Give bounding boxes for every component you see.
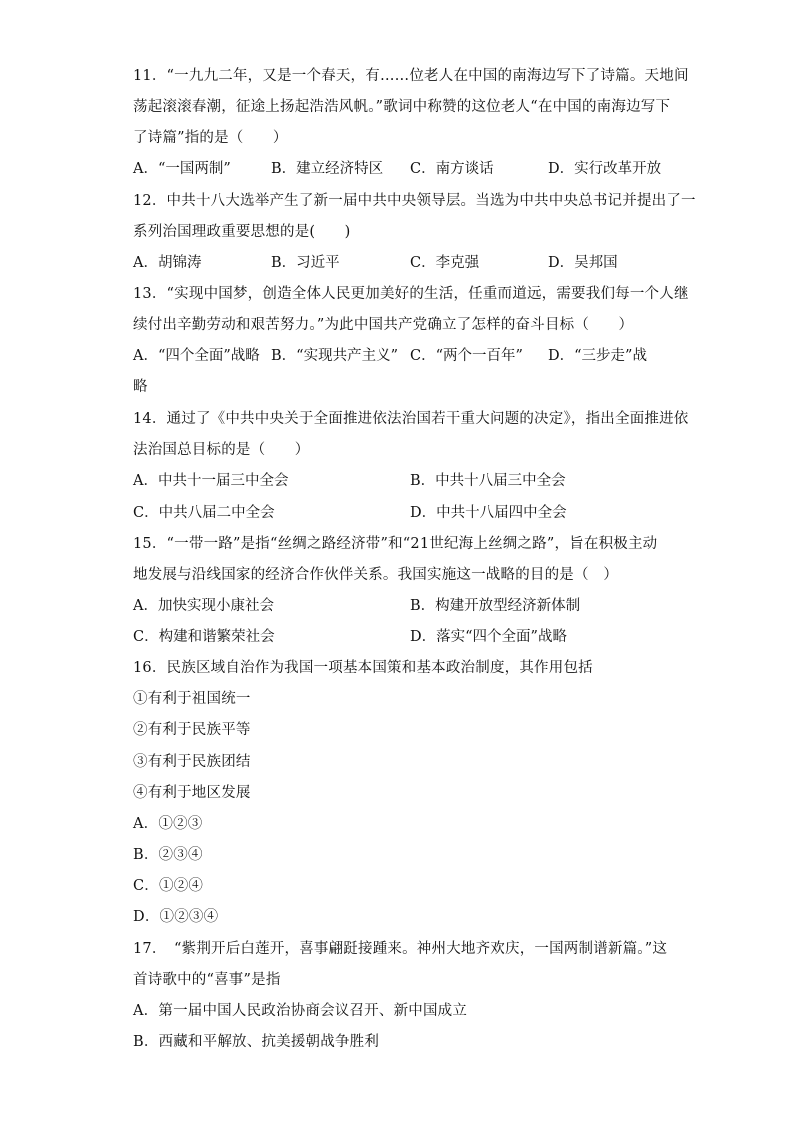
q15-stem-line2: 地发展与沿线国家的经济合作伙伴关系。我国实施这一战略的目的是（ ） bbox=[133, 567, 619, 583]
q15-option-d: D．落实“四个全面”战略 bbox=[410, 629, 567, 645]
q14-option-b: B．中共十八届三中全会 bbox=[410, 473, 566, 489]
q15-stem-line1: 15．“一带一路”是指“丝绸之路经济带”和“21世纪海上丝绸之路”，旨在积极主动 bbox=[133, 536, 658, 552]
q12-option-d: D．吴邦国 bbox=[548, 255, 618, 271]
q16-option-d: D．①②③④ bbox=[133, 909, 219, 925]
q11-stem-line1: 11．“一九九二年，又是一个春天，有……位老人在中国的南海边写下了诗篇。天地间 bbox=[133, 68, 689, 84]
q11-stem-line3: 了诗篇”指的是（ ） bbox=[133, 130, 288, 146]
q11-option-b: B．建立经济特区 bbox=[271, 161, 384, 177]
q13-stem-line2: 续付出辛勤劳动和艰苦努力。”为此中国共产党确立了怎样的奋斗目标（ ） bbox=[133, 317, 634, 333]
q16-item-1: ①有利于祖国统一 bbox=[133, 691, 251, 707]
q13-option-d-wrap: 略 bbox=[133, 379, 148, 395]
q11-stem-line2: 荡起滚滚春潮，征途上扬起浩浩风帆。”歌词中称赞的这位老人“在中国的南海边写下 bbox=[133, 99, 671, 115]
q12-option-b: B．习近平 bbox=[271, 255, 340, 271]
q15-option-c: C．构建和谐繁荣社会 bbox=[133, 629, 275, 645]
q13-option-c: C．“两个一百年” bbox=[410, 348, 523, 364]
q16-item-2: ②有利于民族平等 bbox=[133, 722, 251, 738]
q12-stem-line2: 系列治国理政重要思想的是( ) bbox=[133, 224, 351, 240]
q12-stem-line1: 12．中共十八大选举产生了新一届中共中央领导层。当选为中共中央总书记并提出了一 bbox=[133, 193, 696, 209]
q14-option-d: D．中共十八届四中全会 bbox=[410, 505, 567, 521]
q14-option-c: C．中共八届二中全会 bbox=[133, 505, 275, 521]
q16-option-b: B．②③④ bbox=[133, 847, 203, 863]
q16-option-a: A．①②③ bbox=[133, 816, 203, 832]
q17-option-a: A．第一届中国人民政治协商会议召开、新中国成立 bbox=[133, 1003, 468, 1019]
q16-stem-line1: 16．民族区域自治作为我国一项基本国策和基本政治制度，其作用包括 bbox=[133, 660, 593, 676]
q17-stem-line1: 17． “紫荆开后白莲开，喜事翩跹接踵来。神州大地齐欢庆，一国两制谱新篇。”这 bbox=[133, 941, 668, 957]
q11-option-d: D．实行改革开放 bbox=[548, 161, 662, 177]
q13-option-a: A．“四个全面”战略 bbox=[133, 348, 260, 364]
q17-stem-line2: 首诗歌中的“喜事”是指 bbox=[133, 972, 281, 988]
q14-option-a: A．中共十一届三中全会 bbox=[133, 473, 289, 489]
q14-stem-line2: 法治国总目标的是（ ） bbox=[133, 442, 310, 458]
q17-option-b: B．西藏和平解放、抗美援朝战争胜利 bbox=[133, 1034, 380, 1050]
q11-option-c: C．南方谈话 bbox=[410, 161, 494, 177]
q13-stem-line1: 13．“实现中国梦，创造全体人民更加美好的生活，任重而道远，需要我们每一个人继 bbox=[133, 286, 689, 302]
q13-option-b: B．“实现共产主义” bbox=[271, 348, 398, 364]
q16-item-4: ④有利于地区发展 bbox=[133, 785, 251, 801]
q16-option-c: C．①②④ bbox=[133, 878, 204, 894]
q16-item-3: ③有利于民族团结 bbox=[133, 754, 251, 770]
q15-option-a: A．加快实现小康社会 bbox=[133, 598, 274, 614]
q11-option-a: A．“一国两制” bbox=[133, 161, 231, 177]
q14-stem-line1: 14．通过了《中共中央关于全面推进依法治国若干重大问题的决定》，指出全面推进依 bbox=[133, 411, 689, 427]
q15-option-b: B．构建开放型经济新体制 bbox=[410, 598, 581, 614]
q13-option-d: D．“三步走”战 bbox=[548, 348, 647, 364]
q12-option-c: C．李克强 bbox=[410, 255, 480, 271]
q12-option-a: A．胡锦涛 bbox=[133, 255, 202, 271]
